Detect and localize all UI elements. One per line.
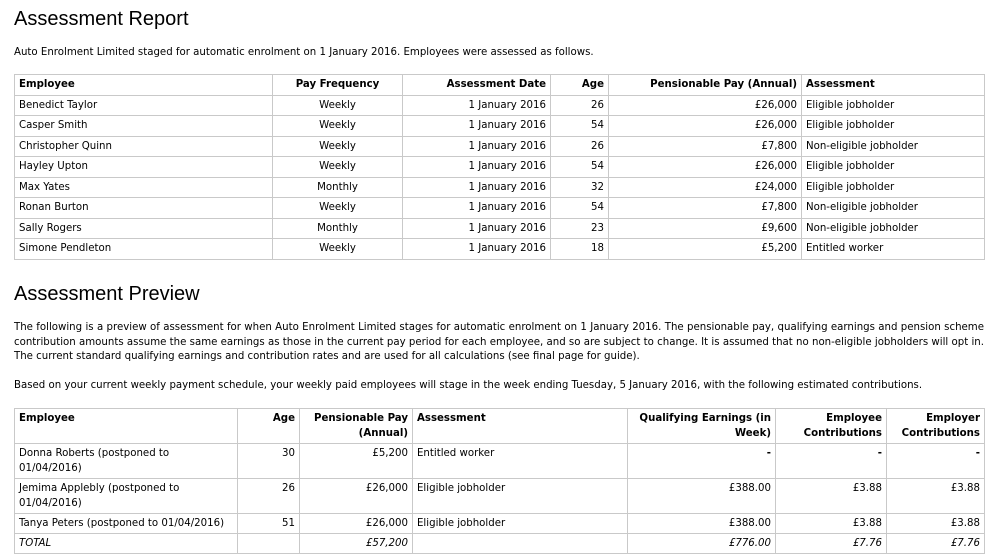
cell-pay-frequency: Weekly (273, 239, 403, 260)
table-header-row (15, 409, 985, 444)
total-age (238, 534, 300, 554)
table-row (15, 116, 985, 137)
cell-age: 26 (551, 136, 609, 157)
table-row (15, 177, 985, 198)
table-row (15, 136, 985, 157)
cell-qualifying-earnings: £388.00 (628, 514, 776, 534)
total-employer-contributions: £7.76 (887, 534, 985, 554)
col-pensionable-pay: Pensionable Pay (Annual) (609, 75, 802, 96)
cell-assessment-date: 1 January 2016 (403, 198, 551, 219)
total-pensionable-pay: £57,200 (300, 534, 413, 554)
cell-employee: Ronan Burton (15, 198, 273, 219)
report-intro: Auto Enrolment Limited staged for automatic enrolment on 1 January 2016. Employees were assessed as follows. (14, 47, 594, 58)
cell-pensionable-pay: £26,000 (300, 514, 413, 534)
total-assessment (413, 534, 628, 554)
report-title: Assessment Report (14, 8, 189, 30)
preview-title: Assessment Preview (14, 283, 200, 305)
table-row (15, 479, 985, 514)
cell-pensionable-pay: £26,000 (300, 479, 413, 514)
cell-pay-frequency: Weekly (273, 116, 403, 137)
cell-employer-contributions: £3.88 (887, 479, 985, 514)
col-employee: Employee (15, 409, 238, 444)
cell-assessment: Eligible jobholder (802, 116, 985, 137)
table-row (15, 95, 985, 116)
total-label: TOTAL (15, 534, 238, 554)
cell-pay-frequency: Weekly (273, 157, 403, 178)
col-pay-frequency: Pay Frequency (273, 75, 403, 96)
cell-pensionable-pay: £26,000 (609, 116, 802, 137)
cell-employee: Donna Roberts (postponed to 01/04/2016) (15, 444, 238, 479)
cell-pay-frequency: Weekly (273, 95, 403, 116)
cell-employee: Casper Smith (15, 116, 273, 137)
cell-assessment: Non-eligible jobholder (802, 218, 985, 239)
cell-assessment: Eligible jobholder (802, 95, 985, 116)
cell-assessment-date: 1 January 2016 (403, 95, 551, 116)
col-assessment: Assessment (413, 409, 628, 444)
table-row (15, 239, 985, 260)
col-employer-contributions: Employer Contributions (887, 409, 985, 444)
col-employee-contributions: Employee Contributions (776, 409, 887, 444)
cell-assessment: Eligible jobholder (413, 514, 628, 534)
cell-pensionable-pay: £7,800 (609, 198, 802, 219)
cell-age: 23 (551, 218, 609, 239)
cell-employee-contributions: £3.88 (776, 479, 887, 514)
cell-employee-contributions: £3.88 (776, 514, 887, 534)
cell-employee: Hayley Upton (15, 157, 273, 178)
cell-assessment-date: 1 January 2016 (403, 218, 551, 239)
cell-assessment: Entitled worker (413, 444, 628, 479)
cell-pay-frequency: Monthly (273, 218, 403, 239)
col-age: Age (238, 409, 300, 444)
cell-assessment-date: 1 January 2016 (403, 136, 551, 157)
col-assessment-date: Assessment Date (403, 75, 551, 96)
col-qualifying-earnings: Qualifying Earnings (in Week) (628, 409, 776, 444)
cell-age: 54 (551, 198, 609, 219)
cell-age: 18 (551, 239, 609, 260)
cell-employer-contributions: £3.88 (887, 514, 985, 534)
cell-employee: Jemima Applebly (postponed to 01/04/2016) (15, 479, 238, 514)
schedule-note: Based on your current weekly payment schedule, your weekly paid employees will stage in the week ending Tuesday, 5 January 2016, with the following estimated contributions. (14, 380, 923, 391)
col-employee: Employee (15, 75, 273, 96)
total-employee-contributions: £7.76 (776, 534, 887, 554)
cell-assessment: Eligible jobholder (802, 177, 985, 198)
cell-assessment: Eligible jobholder (413, 479, 628, 514)
cell-assessment: Non-eligible jobholder (802, 136, 985, 157)
cell-pensionable-pay: £26,000 (609, 157, 802, 178)
cell-assessment: Non-eligible jobholder (802, 198, 985, 219)
col-age: Age (551, 75, 609, 96)
total-row (15, 534, 985, 554)
cell-employee: Simone Pendleton (15, 239, 273, 260)
table-row (15, 218, 985, 239)
cell-qualifying-earnings: - (628, 444, 776, 479)
assessment-report-table (14, 74, 985, 260)
cell-age: 54 (551, 116, 609, 137)
cell-qualifying-earnings: £388.00 (628, 479, 776, 514)
cell-age: 26 (551, 95, 609, 116)
cell-employee: Max Yates (15, 177, 273, 198)
cell-pensionable-pay: £7,800 (609, 136, 802, 157)
preview-intro: The following is a preview of assessment for when Auto Enrolment Limited stages for automatic enrolment on 1 January 2016. The pensionable pay, qualifying earnings and pension scheme contribution amounts assume the same earnings as those in the current pay period for each employee, and so are subject to change. It is assumed that no non-eligible jobholders will opt in. The current standard qualifying earnings and contribution rates and are used for all calculations (see final page for guide). (14, 322, 984, 362)
cell-pensionable-pay: £5,200 (300, 444, 413, 479)
cell-pensionable-pay: £24,000 (609, 177, 802, 198)
cell-assessment-date: 1 January 2016 (403, 239, 551, 260)
cell-assessment-date: 1 January 2016 (403, 157, 551, 178)
col-assessment: Assessment (802, 75, 985, 96)
cell-age: 26 (238, 479, 300, 514)
cell-employee: Christopher Quinn (15, 136, 273, 157)
cell-age: 30 (238, 444, 300, 479)
total-qualifying-earnings: £776.00 (628, 534, 776, 554)
table-header-row (15, 75, 985, 96)
table-row (15, 198, 985, 219)
table-row (15, 444, 985, 479)
col-pensionable-pay: Pensionable Pay (Annual) (300, 409, 413, 444)
cell-age: 51 (238, 514, 300, 534)
cell-employer-contributions: - (887, 444, 985, 479)
table-row (15, 157, 985, 178)
cell-pay-frequency: Weekly (273, 136, 403, 157)
cell-age: 32 (551, 177, 609, 198)
cell-assessment-date: 1 January 2016 (403, 116, 551, 137)
cell-employee: Sally Rogers (15, 218, 273, 239)
table-row (15, 514, 985, 534)
cell-employee: Benedict Taylor (15, 95, 273, 116)
cell-assessment: Entitled worker (802, 239, 985, 260)
cell-assessment: Eligible jobholder (802, 157, 985, 178)
cell-age: 54 (551, 157, 609, 178)
cell-pensionable-pay: £26,000 (609, 95, 802, 116)
cell-pensionable-pay: £5,200 (609, 239, 802, 260)
assessment-preview-table (14, 408, 985, 554)
cell-pensionable-pay: £9,600 (609, 218, 802, 239)
cell-pay-frequency: Weekly (273, 198, 403, 219)
cell-pay-frequency: Monthly (273, 177, 403, 198)
cell-employee: Tanya Peters (postponed to 01/04/2016) (15, 514, 238, 534)
cell-employee-contributions: - (776, 444, 887, 479)
cell-assessment-date: 1 January 2016 (403, 177, 551, 198)
